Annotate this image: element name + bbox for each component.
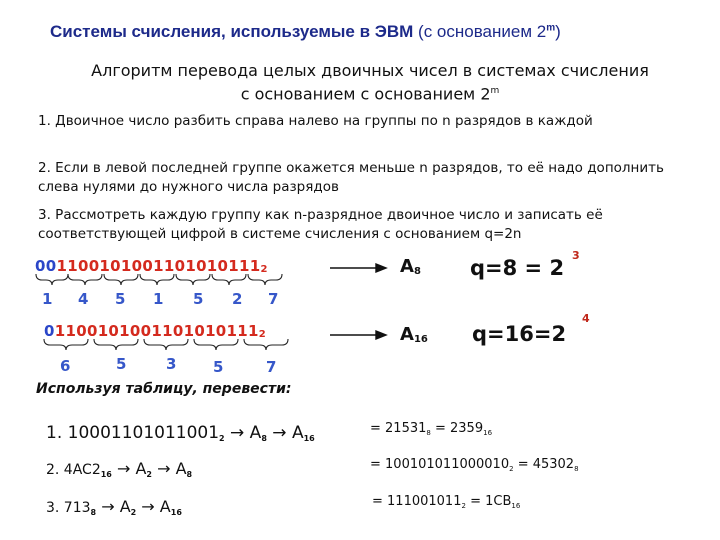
title-paren-close: ) <box>555 22 561 41</box>
oct-digit: 7 <box>268 290 279 308</box>
task-3-arrow: → A <box>96 497 131 516</box>
task-3-sub: 8 <box>90 508 97 517</box>
oct-digit: 1 <box>42 290 53 308</box>
title-main: Системы счисления, используемые в ЭВМ <box>50 22 414 41</box>
answer-1-part: = 21531 <box>370 421 427 436</box>
answer-3-sub: 2 <box>461 502 466 510</box>
answer-1-sub: 8 <box>426 429 431 437</box>
task-1-sub: 16 <box>303 434 315 443</box>
task-1-arrow: → A <box>266 423 304 443</box>
brace-oct-2 <box>68 274 102 285</box>
binary-base-oct: 2 <box>260 264 268 275</box>
answer-1-part: = 2359 <box>430 421 484 436</box>
q-hex: q=16=2 <box>472 322 567 346</box>
task-1-sub: 8 <box>261 434 267 443</box>
task-1 <box>46 423 315 443</box>
target-oct-letter: A <box>400 256 414 277</box>
answer-2-part: = 45302 <box>513 457 575 472</box>
binary-number-hex <box>44 322 266 340</box>
binary-base-hex: 2 <box>258 329 267 340</box>
task-3-sub: 2 <box>130 508 137 517</box>
answer-3-part: = 1CB <box>465 494 512 509</box>
brace-oct-4 <box>140 274 174 285</box>
answer-1-sub: 16 <box>483 429 493 437</box>
answer-2 <box>370 457 579 472</box>
arrow-oct-head <box>376 264 386 272</box>
answer-3-part: = 111001011 <box>372 494 462 509</box>
brace-oct-7 <box>248 274 282 285</box>
title-paren: (с основанием 2 <box>413 22 547 41</box>
task-2 <box>46 459 192 478</box>
hex-digit: 5 <box>116 355 127 373</box>
algorithm-step-1: 1. Двоичное число разбить справа налево на группы по n разрядов в каждой <box>38 113 593 129</box>
binary-bits-hex: 1100101001101010111 <box>54 322 259 340</box>
algorithm-heading-line1: Алгоритм перевода целых двоичных чисел в системах счисления <box>91 61 649 80</box>
oct-digit: 5 <box>115 290 126 308</box>
algorithm-step-3: 3. Рассмотреть каждую группу как n-разрядное двоичное число и записать её соответствующей цифрой в системе счисления с основанием q=2n <box>38 207 603 242</box>
hex-digit: 5 <box>213 358 224 376</box>
oct-digit: 5 <box>193 290 204 308</box>
task-2-arrow: → A <box>111 459 147 478</box>
target-hex <box>400 324 428 345</box>
algorithm-step-2: 2. Если в левой последней группе окажется меньше n разрядов, то её надо дополнить слева нулями до нужного числа разрядов <box>38 160 664 195</box>
binary-number-oct <box>35 257 268 275</box>
brace-hex-3 <box>144 339 188 350</box>
task-2-sub: 16 <box>100 470 112 479</box>
brace-hex-1 <box>44 339 88 350</box>
oct-digit: 1 <box>153 290 164 308</box>
target-oct <box>400 256 421 277</box>
oct-digit: 2 <box>232 290 243 308</box>
hex-digit: 7 <box>266 358 277 376</box>
task-3 <box>46 497 182 516</box>
binary-pad-hex: 0 <box>44 322 55 340</box>
task-2-sub: 8 <box>186 470 193 479</box>
task-3-text: 3. 713 <box>46 500 91 516</box>
target-hex-base: 16 <box>413 334 428 345</box>
answer-2-sub: 8 <box>574 465 579 473</box>
brace-oct-3 <box>104 274 138 285</box>
q-hex-exponent: 4 <box>582 312 590 325</box>
answer-1 <box>370 421 492 436</box>
arrow-hex-head <box>376 331 386 339</box>
answer-2-part: = 100101011000010 <box>370 457 510 472</box>
algorithm-heading-line2-text: с основанием с основанием 2 <box>240 84 491 104</box>
brace-oct-6 <box>212 274 246 285</box>
hex-digit: 6 <box>60 357 71 375</box>
q-oct: q=8 = 2 <box>470 256 565 280</box>
brace-oct-1 <box>36 274 68 285</box>
target-hex-letter: A <box>400 324 414 345</box>
exercise-instruction: Используя таблицу, перевести: <box>36 381 292 397</box>
brace-hex-5 <box>244 339 288 350</box>
task-3-arrow: → A <box>136 497 171 516</box>
task-2-text: 2. 4AC2 <box>46 462 101 478</box>
brace-hex-4 <box>194 339 238 350</box>
task-1-arrow: → A <box>224 423 262 443</box>
task-2-arrow: → A <box>151 459 187 478</box>
q-oct-exponent: 3 <box>572 249 580 262</box>
brace-oct-5 <box>176 274 210 285</box>
answer-2-sub: 2 <box>509 465 514 473</box>
task-2-sub: 2 <box>146 470 152 479</box>
brace-hex-2 <box>94 339 138 350</box>
hex-digit: 3 <box>166 355 177 373</box>
task-1-sub: 2 <box>219 434 225 443</box>
title-sup: m <box>546 22 556 34</box>
binary-bits-oct: 1100101001101010111 <box>56 257 261 275</box>
task-3-sub: 16 <box>170 508 182 517</box>
oct-digit: 4 <box>78 290 89 308</box>
answer-3 <box>372 494 520 509</box>
algorithm-heading-sup: m <box>490 86 500 96</box>
answer-3-sub: 16 <box>511 502 521 510</box>
binary-pad-oct: 00 <box>35 257 57 275</box>
task-1-text: 1. 10001101011001 <box>46 423 220 443</box>
target-oct-base: 8 <box>413 266 421 277</box>
